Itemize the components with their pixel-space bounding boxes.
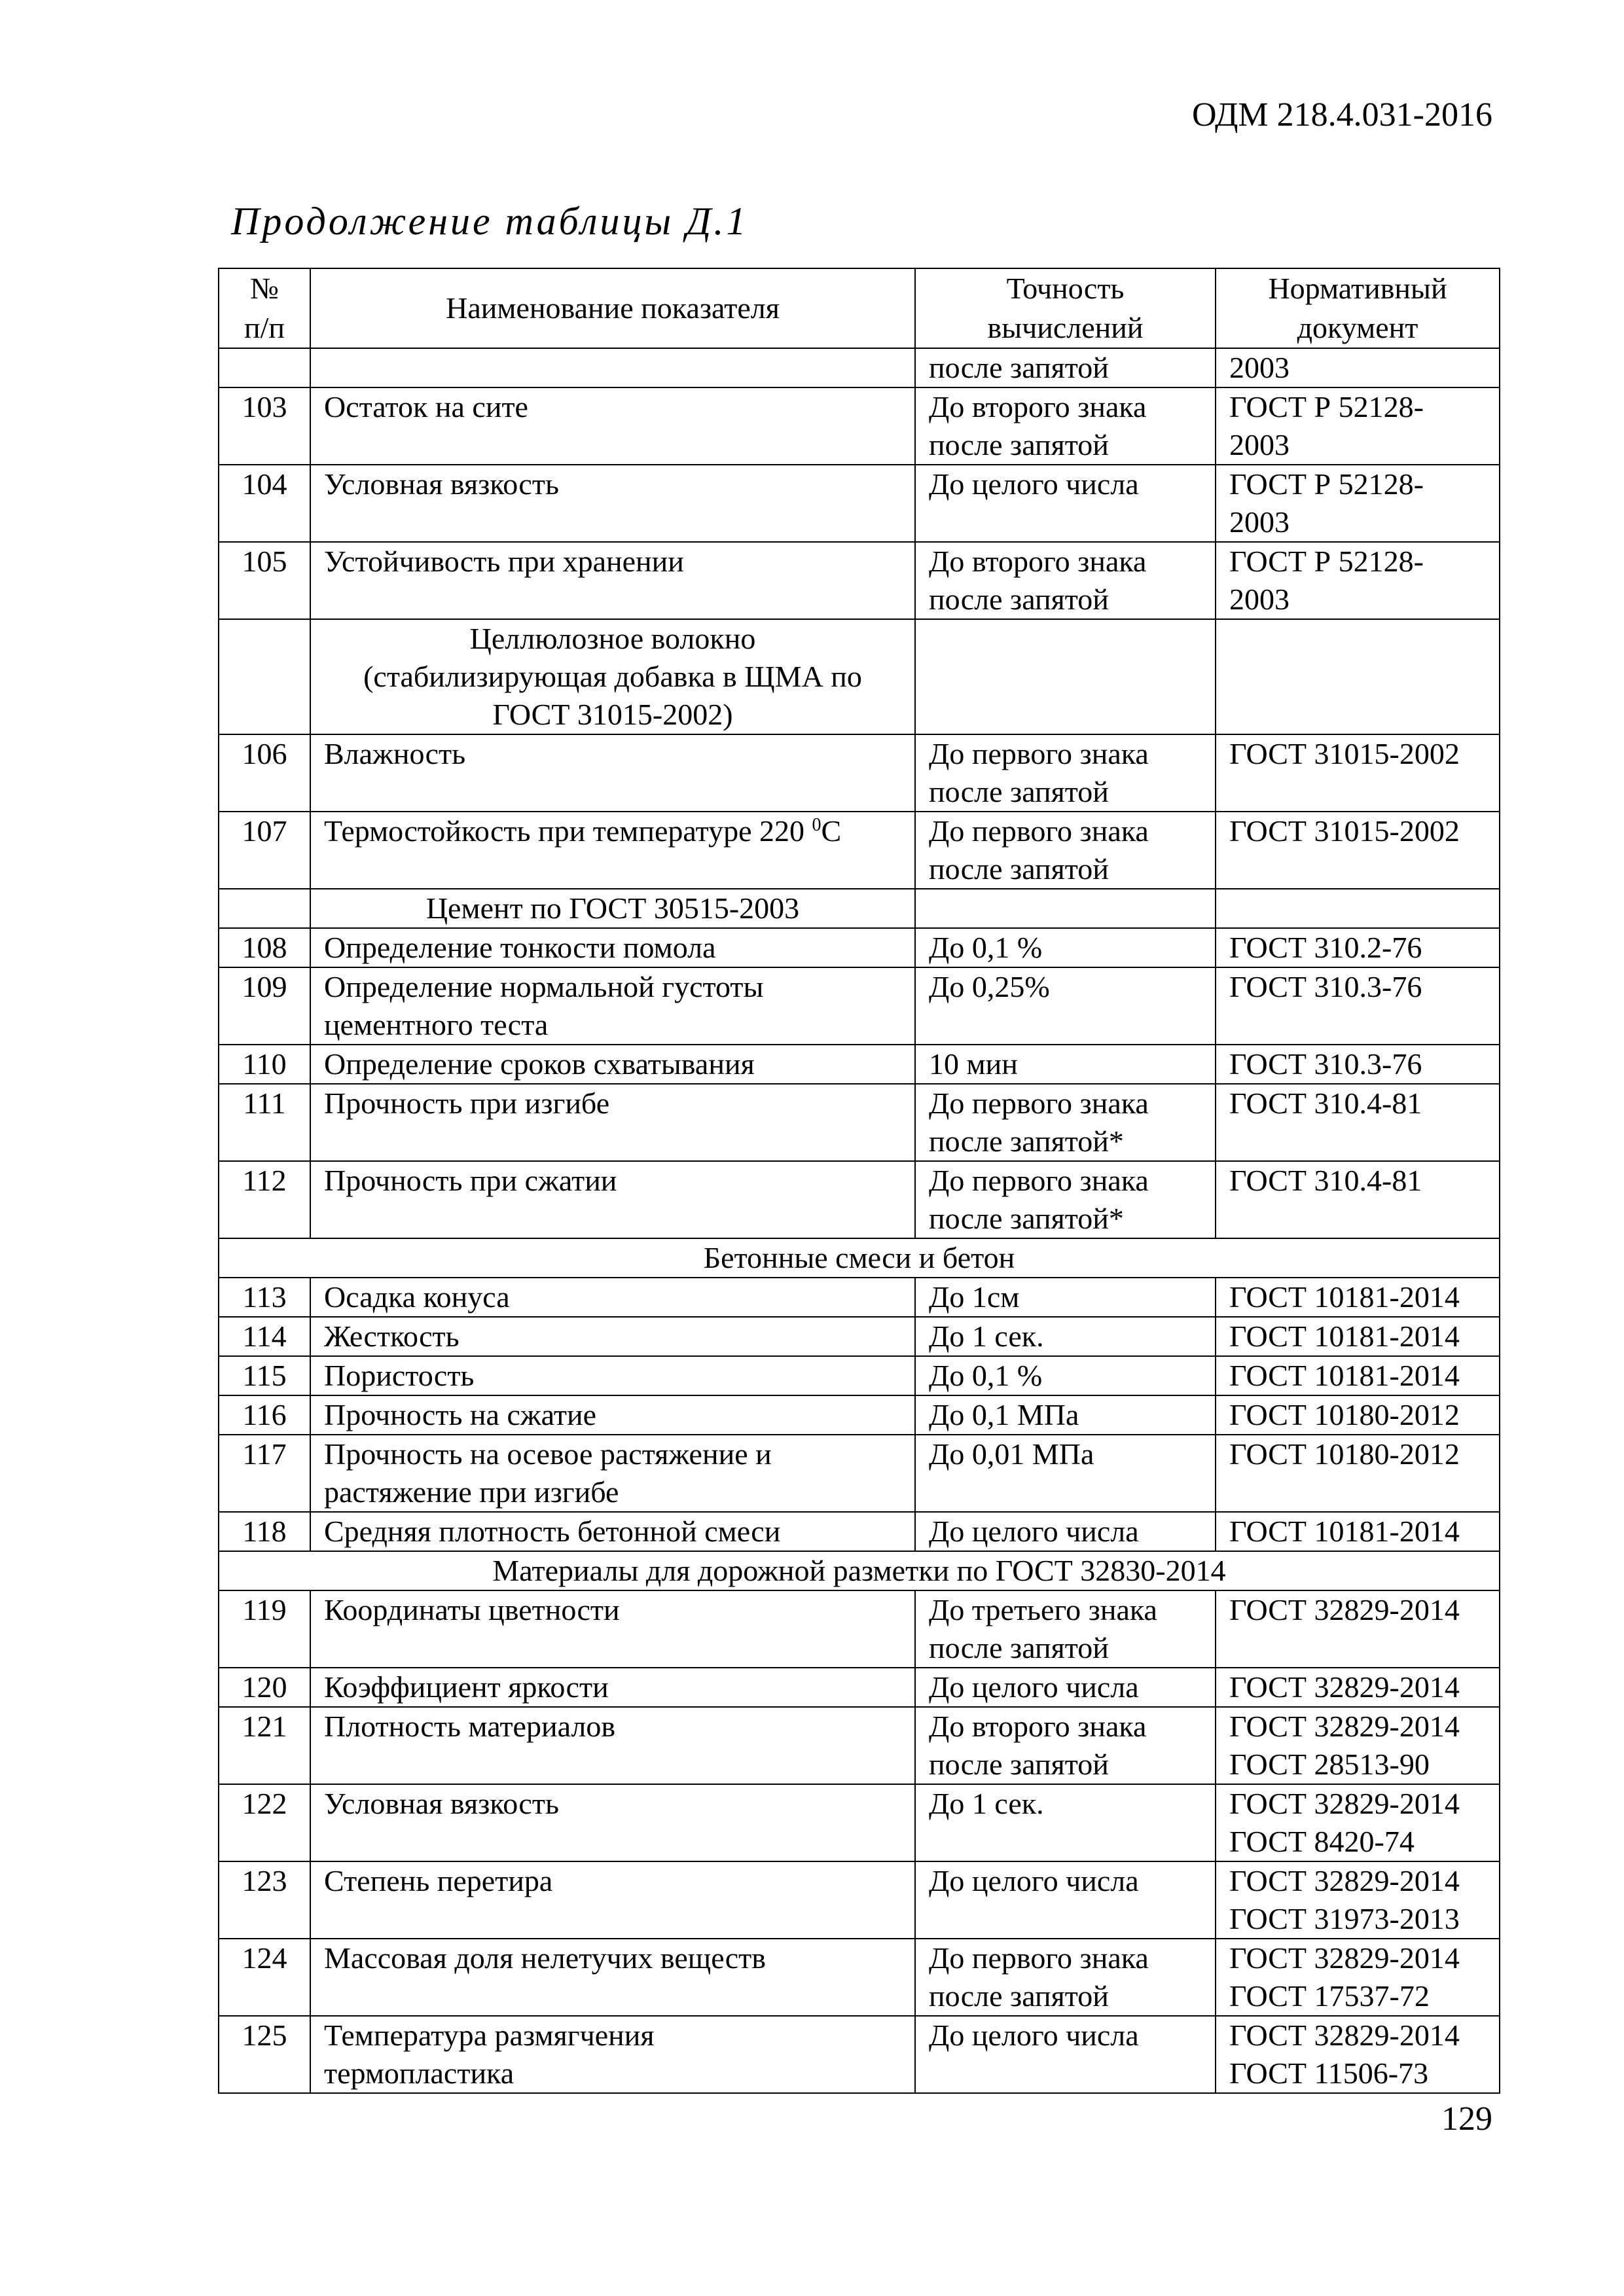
table-caption: Продолжение таблицы Д.1 — [231, 200, 749, 243]
indicator-name — [310, 812, 915, 889]
section-title: Материалы для дорожной разметки по ГОСТ 32830-2014 — [219, 1551, 1500, 1590]
document-cell: ГОСТ 32829-2014 ГОСТ 11506-73 — [1216, 2016, 1500, 2093]
indicator-name: Остаток на сите — [310, 387, 915, 465]
section-title: Бетонные смеси и бетон — [219, 1238, 1500, 1278]
table-row — [219, 542, 1500, 619]
accuracy-cell: До 0,25% — [915, 967, 1216, 1045]
document-cell: ГОСТ 310.3-76 — [1216, 967, 1500, 1045]
row-number: 125 — [219, 2016, 310, 2093]
row-number: 123 — [219, 1861, 310, 1939]
table-row — [219, 1435, 1500, 1512]
column-header-name: Наименование показателя — [310, 268, 915, 348]
accuracy-cell: До третьего знака после запятой — [915, 1590, 1216, 1668]
accuracy-cell: До 1 сек. — [915, 1317, 1216, 1356]
table-row — [219, 967, 1500, 1045]
indicator-name: Условная вязкость — [310, 1784, 915, 1861]
table-row — [219, 1668, 1500, 1707]
table-row — [219, 1317, 1500, 1356]
indicators-table — [218, 268, 1500, 2094]
section-row — [219, 619, 1500, 734]
section-title: Целлюлозное волокно (стабилизирующая добавка в ЩМА по ГОСТ 31015-2002) — [310, 619, 915, 734]
indicator-name: Влажность — [310, 734, 915, 812]
column-header-document: Нормативный документ — [1216, 268, 1500, 348]
document-cell: ГОСТ 10181-2014 — [1216, 1512, 1500, 1551]
accuracy-cell: До 0,01 МПа — [915, 1435, 1216, 1512]
accuracy-cell: 10 мин — [915, 1045, 1216, 1084]
section-row — [219, 1551, 1500, 1590]
row-number: 122 — [219, 1784, 310, 1861]
accuracy-cell: До 1см — [915, 1278, 1216, 1317]
accuracy-cell: после запятой — [915, 348, 1216, 387]
document-cell: ГОСТ 31015-2002 — [1216, 812, 1500, 889]
table-row — [219, 1784, 1500, 1861]
document-cell: ГОСТ Р 52128- 2003 — [1216, 465, 1500, 542]
row-number: 115 — [219, 1356, 310, 1395]
indicator-name: Координаты цветности — [310, 1590, 915, 1668]
row-number: 107 — [219, 812, 310, 889]
indicator-name: Плотность материалов — [310, 1707, 915, 1784]
degree-superscript: 0 — [812, 815, 821, 835]
row-number: 121 — [219, 1707, 310, 1784]
row-number: 113 — [219, 1278, 310, 1317]
row-number: 114 — [219, 1317, 310, 1356]
table-header-row — [219, 268, 1500, 348]
document-cell: ГОСТ 10181-2014 — [1216, 1317, 1500, 1356]
table-row — [219, 1278, 1500, 1317]
accuracy-cell: До целого числа — [915, 2016, 1216, 2093]
indicator-name: Определение тонкости помола — [310, 928, 915, 967]
table-row — [219, 2016, 1500, 2093]
row-number: 120 — [219, 1668, 310, 1707]
table-row — [219, 1512, 1500, 1551]
indicator-name: Устойчивость при хранении — [310, 542, 915, 619]
accuracy-cell: До целого числа — [915, 465, 1216, 542]
document-cell: ГОСТ Р 52128- 2003 — [1216, 387, 1500, 465]
accuracy-cell: До первого знака после запятой — [915, 1939, 1216, 2016]
accuracy-cell: До 0,1 % — [915, 1356, 1216, 1395]
row-number — [219, 889, 310, 928]
document-cell: ГОСТ 32829-2014 ГОСТ 28513-90 — [1216, 1707, 1500, 1784]
row-number: 109 — [219, 967, 310, 1045]
accuracy-cell — [915, 619, 1216, 734]
row-number: 103 — [219, 387, 310, 465]
document-cell: ГОСТ 310.2-76 — [1216, 928, 1500, 967]
table-row — [219, 1861, 1500, 1939]
document-cell: ГОСТ 310.3-76 — [1216, 1045, 1500, 1084]
accuracy-cell: До 0,1 % — [915, 928, 1216, 967]
accuracy-cell: До второго знака после запятой — [915, 542, 1216, 619]
accuracy-cell: До второго знака после запятой — [915, 1707, 1216, 1784]
document-cell: ГОСТ 310.4-81 — [1216, 1161, 1500, 1238]
section-row — [219, 1238, 1500, 1278]
indicator-name: Степень перетира — [310, 1861, 915, 1939]
accuracy-cell: До первого знака после запятой — [915, 812, 1216, 889]
indicator-name: Определение сроков схватывания — [310, 1045, 915, 1084]
row-number: 119 — [219, 1590, 310, 1668]
section-title: Цемент по ГОСТ 30515-2003 — [310, 889, 915, 928]
row-number: 108 — [219, 928, 310, 967]
document-cell: ГОСТ 10180-2012 — [1216, 1435, 1500, 1512]
table-row — [219, 387, 1500, 465]
accuracy-cell — [915, 889, 1216, 928]
document-cell: ГОСТ 32829-2014 — [1216, 1590, 1500, 1668]
table-row — [219, 1707, 1500, 1784]
row-number: 106 — [219, 734, 310, 812]
document-cell — [1216, 889, 1500, 928]
document-cell: ГОСТ 32829-2014 — [1216, 1668, 1500, 1707]
indicator-name: Прочность при сжатии — [310, 1161, 915, 1238]
indicator-name: Осадка конуса — [310, 1278, 915, 1317]
indicator-name: Средняя плотность бетонной смеси — [310, 1512, 915, 1551]
table-row — [219, 1590, 1500, 1668]
document-cell: ГОСТ 32829-2014 ГОСТ 17537-72 — [1216, 1939, 1500, 2016]
row-number: 111 — [219, 1084, 310, 1161]
indicator-name: Прочность при изгибе — [310, 1084, 915, 1161]
table-row — [219, 1045, 1500, 1084]
row-number: 112 — [219, 1161, 310, 1238]
table-row — [219, 928, 1500, 967]
indicator-name: Прочность на сжатие — [310, 1395, 915, 1435]
row-number: 124 — [219, 1939, 310, 2016]
accuracy-cell: До первого знака после запятой* — [915, 1161, 1216, 1238]
document-cell: ГОСТ 31015-2002 — [1216, 734, 1500, 812]
table-row — [219, 1356, 1500, 1395]
table-row — [219, 1939, 1500, 2016]
document-cell — [1216, 619, 1500, 734]
accuracy-cell: До целого числа — [915, 1668, 1216, 1707]
accuracy-cell: До второго знака после запятой — [915, 387, 1216, 465]
indicator-name: Пористость — [310, 1356, 915, 1395]
document-cell: 2003 — [1216, 348, 1500, 387]
page-number: 129 — [1441, 2100, 1492, 2138]
accuracy-cell: До целого числа — [915, 1861, 1216, 1939]
table-row — [219, 1161, 1500, 1238]
accuracy-cell: До первого знака после запятой — [915, 734, 1216, 812]
row-number: 104 — [219, 465, 310, 542]
document-cell: ГОСТ 32829-2014 ГОСТ 8420-74 — [1216, 1784, 1500, 1861]
accuracy-cell: До первого знака после запятой* — [915, 1084, 1216, 1161]
indicator-name: Прочность на осевое растяжение и растяжение при изгибе — [310, 1435, 915, 1512]
carryover-row — [219, 348, 1500, 387]
document-cell: ГОСТ 10181-2014 — [1216, 1356, 1500, 1395]
indicator-name: Коэффициент яркости — [310, 1668, 915, 1707]
table-row — [219, 734, 1500, 812]
row-number: 110 — [219, 1045, 310, 1084]
indicator-name: Условная вязкость — [310, 465, 915, 542]
table-row — [219, 812, 1500, 889]
table-row — [219, 1395, 1500, 1435]
indicator-name: Жесткость — [310, 1317, 915, 1356]
section-row — [219, 889, 1500, 928]
table-row — [219, 1084, 1500, 1161]
row-number: 117 — [219, 1435, 310, 1512]
indicator-name: Массовая доля нелетучих веществ — [310, 1939, 915, 2016]
document-cell: ГОСТ 32829-2014 ГОСТ 31973-2013 — [1216, 1861, 1500, 1939]
column-header-number: № п/п — [219, 268, 310, 348]
row-number — [219, 348, 310, 387]
document-cell: ГОСТ 10180-2012 — [1216, 1395, 1500, 1435]
row-number: 105 — [219, 542, 310, 619]
document-code: ОДМ 218.4.031-2016 — [1192, 96, 1492, 134]
indicator-name: Температура размягчения термопластика — [310, 2016, 915, 2093]
unit-text: С — [821, 814, 842, 848]
row-number: 116 — [219, 1395, 310, 1435]
row-number: 118 — [219, 1512, 310, 1551]
row-number — [219, 619, 310, 734]
accuracy-cell: До целого числа — [915, 1512, 1216, 1551]
accuracy-cell: До 0,1 МПа — [915, 1395, 1216, 1435]
table-row — [219, 465, 1500, 542]
column-header-accuracy: Точность вычислений — [915, 268, 1216, 348]
indicator-name: Определение нормальной густоты цементного теста — [310, 967, 915, 1045]
indicator-name — [310, 348, 915, 387]
document-cell: ГОСТ Р 52128- 2003 — [1216, 542, 1500, 619]
document-cell: ГОСТ 310.4-81 — [1216, 1084, 1500, 1161]
accuracy-cell: До 1 сек. — [915, 1784, 1216, 1861]
indicator-name-text: Термостойкость при температуре 220 — [324, 814, 805, 848]
document-cell: ГОСТ 10181-2014 — [1216, 1278, 1500, 1317]
